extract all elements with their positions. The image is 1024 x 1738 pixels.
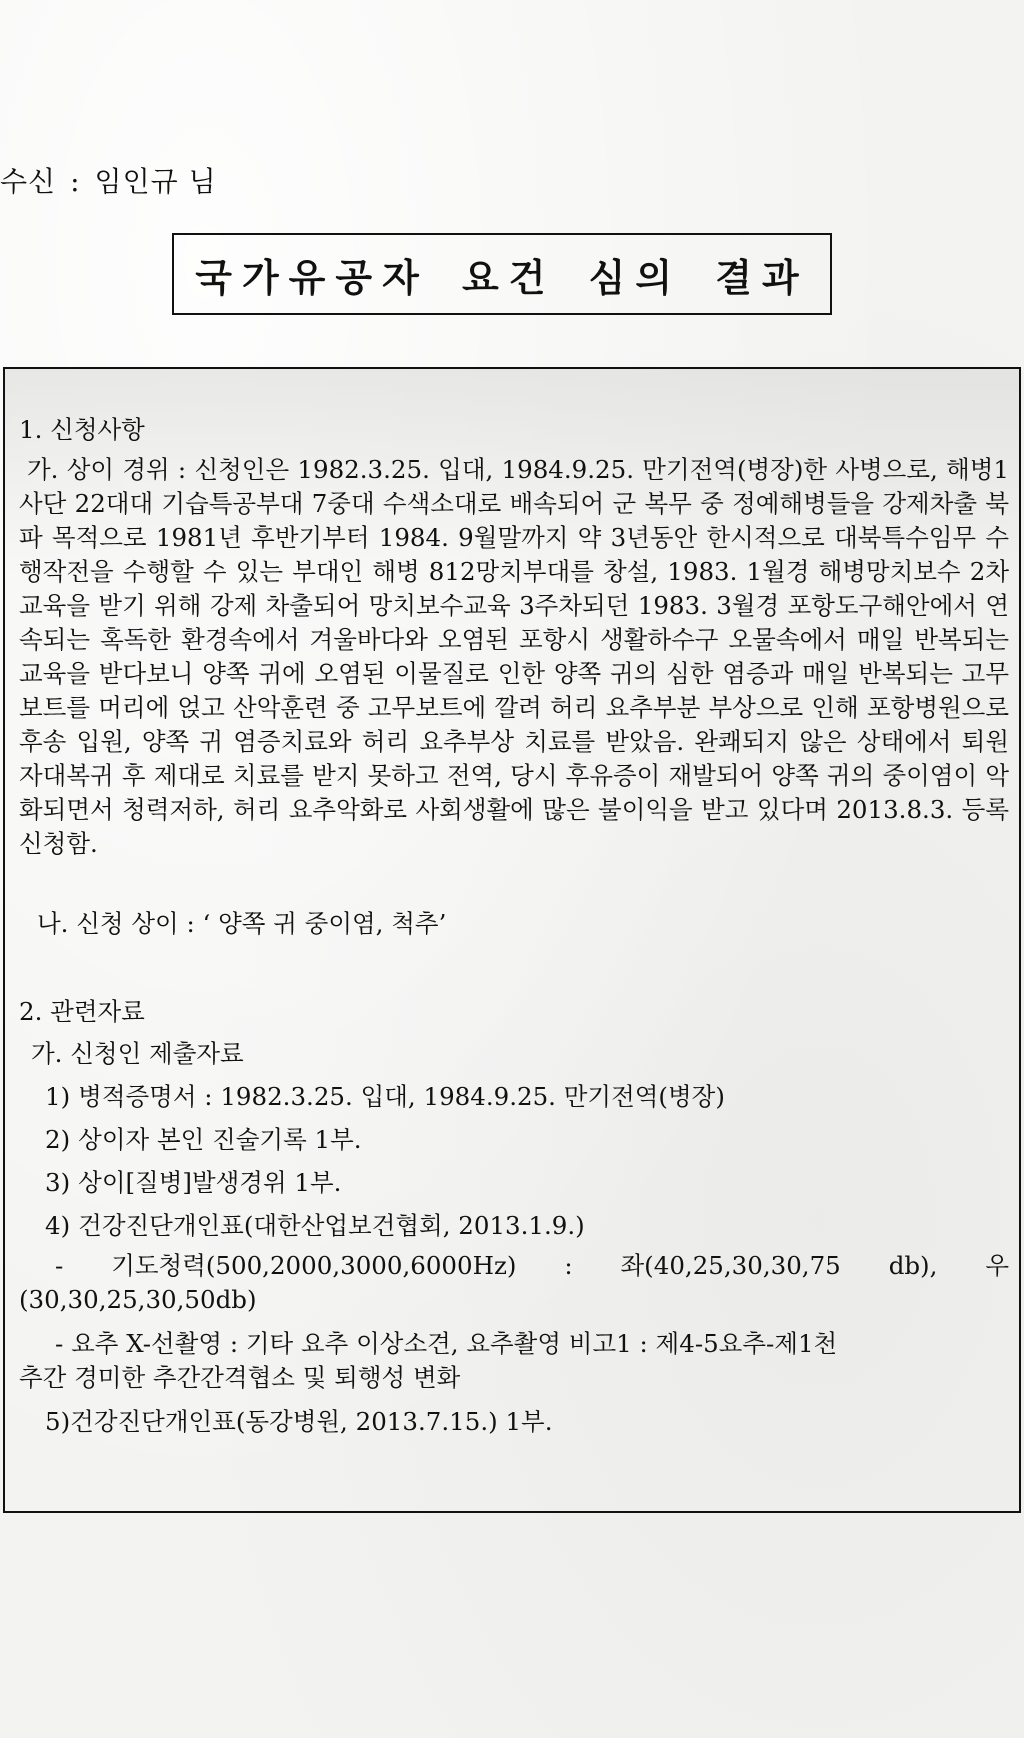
list-item: [45, 1080, 1009, 1114]
section-2-subheading: 가. 신청인 제출자료: [31, 1039, 244, 1068]
section-1-ga-label: 가. 상이 경위 :: [27, 455, 187, 484]
section-1-na-item: 나. 신청 상이 : ‘ 양쪽 귀 중이염, 척추’: [37, 909, 447, 938]
content-body: [19, 413, 1009, 1439]
list-item-text: 상이[질병]발생경위 1부.: [78, 1168, 342, 1197]
list-item-text: 건강진단개인표(대한산업보건협회, 2013.1.9.): [78, 1211, 585, 1240]
section-1-heading: 1. 신청사항: [19, 415, 145, 444]
recipient-colon: :: [70, 165, 81, 198]
hearing-test-colon: :: [564, 1251, 573, 1280]
content-box: [3, 367, 1021, 1513]
list-item-text: 건강진단개인표(동강병원, 2013.7.15.) 1부.: [70, 1407, 553, 1436]
hearing-test-left: 좌(40,25,30,30,75: [620, 1251, 841, 1280]
xray-line-1: - 요추 X-선촬영 : 기타 요추 이상소견, 요추촬영 비고1 : 제4-5요추-제1천: [55, 1329, 838, 1358]
recipient-label: 수신: [0, 165, 57, 198]
list-item-number: 1): [45, 1082, 71, 1111]
list-item-text: 상이자 본인 진술기록 1부.: [78, 1125, 362, 1154]
list-item-text: 병적증명서 : 1982.3.25. 입대, 1984.9.25. 만기전역(병장): [78, 1082, 725, 1111]
title-box: [172, 233, 832, 315]
recipient-name: 임인규 님: [94, 165, 217, 198]
document-title: 국가유공자 요건 심의 결과: [195, 255, 809, 300]
list-item-number: 4): [45, 1211, 71, 1240]
list-item-number: 2): [45, 1125, 71, 1154]
recipient-line: [0, 160, 217, 200]
list-item: [45, 1209, 1009, 1243]
dash-marker: -: [55, 1251, 64, 1280]
hearing-test-right: 우: [985, 1251, 1009, 1280]
list-item-number: 3): [45, 1168, 71, 1197]
hearing-test-unit: db),: [888, 1251, 938, 1280]
list-item: [45, 1405, 1009, 1439]
hearing-test-line: [19, 1249, 1009, 1283]
list-item-number: 5): [45, 1407, 71, 1436]
section-2-heading: 2. 관련자료: [19, 997, 145, 1026]
section-1-ga-paragraph: [19, 453, 1009, 861]
list-item: [45, 1166, 1009, 1200]
xray-line-2: 추간 경미한 추간간격협소 및 퇴행성 변화: [19, 1363, 461, 1392]
section-1-ga-text: 신청인은 1982.3.25. 입대, 1984.9.25. 만기전역(병장)한 사병으로, 해병1사단 22대대 기습특공부대 7중대 수색소대로 배속되어 군 복무 중 정예해병들을 강제차출 북파 목적으로 1981년 후반기부터 1984. 9월말까지 약 3년동안 한시적으로 대북특수임무 수행작전을 수행할 수 있는 부대인 해병 812망치부대를 창설, 1983. 1월경 해병망치보수 2차교육을 받기 위해 강제 차출되어 망치보수교육 3주차되던 1983. 3월경 포항도구해안에서 연속되는 혹독한 환경속에서 겨울바다와 오염된 포항시 생활하수구 오물속에서 매일 반복되는 교육을 받다보니 양쪽 귀에 오염된 이물질로 인한 양쪽 귀의 심한 염증과 매일 반복되는 고무보트를 머리에 얹고 산악훈련 중 고무보트에 깔려 허리 요추부분 부상으로 인해 포항병원으로 후송 입원, 양쪽 귀 염증치료와 허리 요추부상 치료를 받았음. 완쾌되지 않은 상태에서 퇴원 자대복귀 후 제대로 치료를 받지 못하고 전역, 당시 후유증이 재발되어 양쪽 귀의 중이염이 악화되면서 청력저하, 허리 요추악화로 사회생활에 많은 불이익을 받고 있다며 2013.8.3. 등록 신청함.: [19, 455, 1009, 858]
hearing-test-continuation: (30,30,25,30,50db): [19, 1285, 257, 1314]
list-item: [45, 1123, 1009, 1157]
hearing-test-block: [19, 1249, 1009, 1317]
hearing-test-label: 기도청력(500,2000,3000,6000Hz): [111, 1251, 517, 1280]
